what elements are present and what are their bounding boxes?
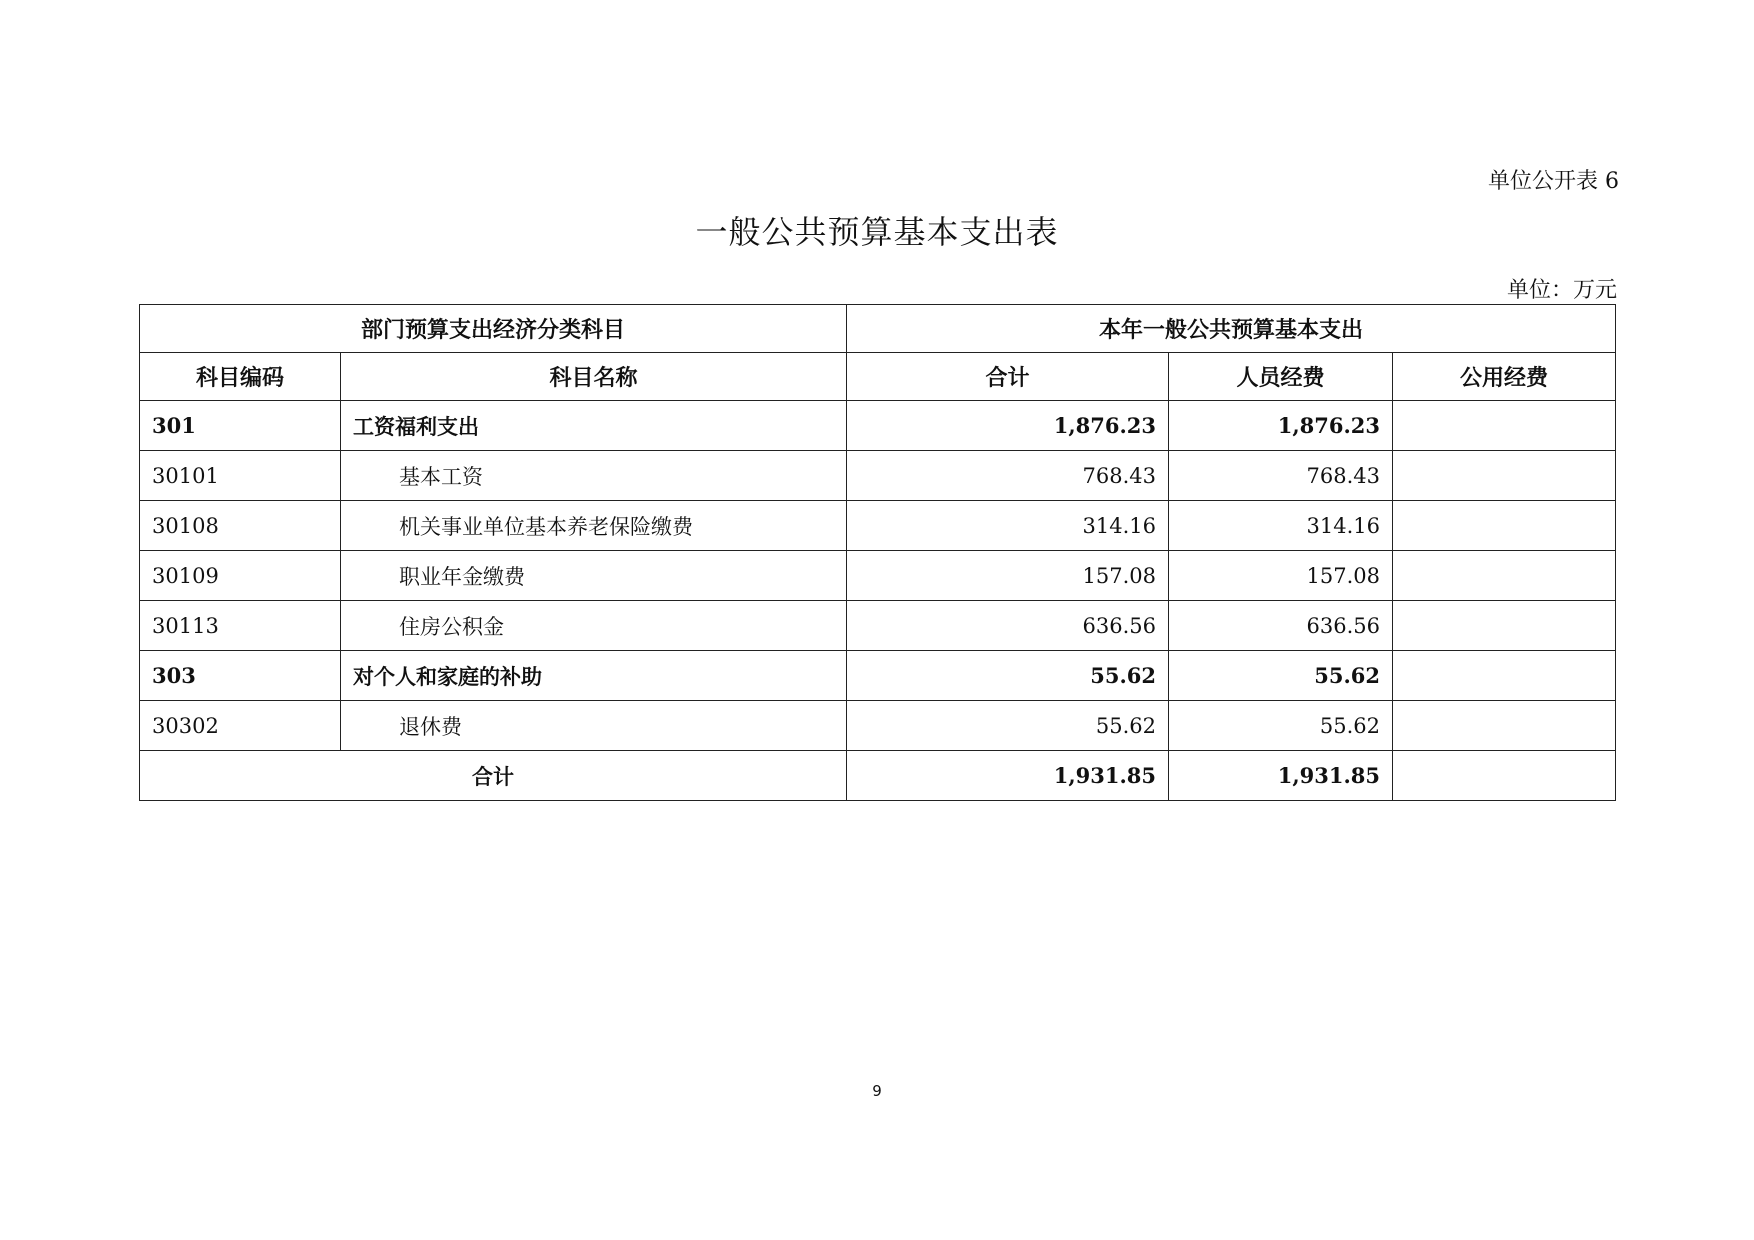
cell-name: 退休费 [341, 701, 847, 751]
cell-public [1393, 501, 1616, 551]
cell-total: 157.08 [847, 551, 1169, 601]
cell-code: 30113 [140, 601, 341, 651]
cell-total: 314.16 [847, 501, 1169, 551]
total-personnel: 1,931.85 [1169, 751, 1393, 801]
cell-personnel: 157.08 [1169, 551, 1393, 601]
table-row [140, 651, 1616, 701]
cell-code: 30101 [140, 451, 341, 501]
header-total: 合计 [847, 353, 1169, 401]
cell-public [1393, 701, 1616, 751]
header-public: 公用经费 [1393, 353, 1616, 401]
table-row [140, 501, 1616, 551]
header-name: 科目名称 [341, 353, 847, 401]
header-code: 科目编码 [140, 353, 341, 401]
cell-name: 对个人和家庭的补助 [341, 651, 847, 701]
cell-personnel: 55.62 [1169, 651, 1393, 701]
budget-table [139, 304, 1616, 801]
header-group-basic-expenditure: 本年一般公共预算基本支出 [847, 305, 1616, 353]
cell-personnel: 55.62 [1169, 701, 1393, 751]
header-group-row [140, 305, 1616, 353]
cell-name: 住房公积金 [341, 601, 847, 651]
cell-public [1393, 401, 1616, 451]
cell-personnel: 636.56 [1169, 601, 1393, 651]
unit-label: 单位：万元 [1506, 278, 1617, 303]
total-sum: 1,931.85 [847, 751, 1169, 801]
header-group-classification: 部门预算支出经济分类科目 [140, 305, 847, 353]
total-label: 合计 [140, 751, 847, 801]
table-row [140, 601, 1616, 651]
table-row [140, 401, 1616, 451]
cell-code: 30108 [140, 501, 341, 551]
cell-name: 机关事业单位基本养老保险缴费 [341, 501, 847, 551]
cell-total: 768.43 [847, 451, 1169, 501]
cell-name: 工资福利支出 [341, 401, 847, 451]
cell-personnel: 768.43 [1169, 451, 1393, 501]
cell-personnel: 1,876.23 [1169, 401, 1393, 451]
total-public [1393, 751, 1616, 801]
cell-code: 30109 [140, 551, 341, 601]
cell-total: 55.62 [847, 651, 1169, 701]
header-column-row [140, 353, 1616, 401]
table-row [140, 701, 1616, 751]
form-label: 单位公开表 6 [1488, 169, 1619, 194]
cell-public [1393, 601, 1616, 651]
page-title: 一般公共预算基本支出表 [695, 213, 1059, 251]
cell-public [1393, 551, 1616, 601]
table-row [140, 451, 1616, 501]
table-row [140, 551, 1616, 601]
cell-total: 55.62 [847, 701, 1169, 751]
cell-public [1393, 451, 1616, 501]
cell-total: 1,876.23 [847, 401, 1169, 451]
cell-public [1393, 651, 1616, 701]
cell-name: 基本工资 [341, 451, 847, 501]
cell-code: 303 [140, 651, 341, 701]
header-personnel: 人员经费 [1169, 353, 1393, 401]
cell-name: 职业年金缴费 [341, 551, 847, 601]
total-row [140, 751, 1616, 801]
page-number: 9 [872, 1082, 882, 1100]
cell-code: 30302 [140, 701, 341, 751]
cell-code: 301 [140, 401, 341, 451]
cell-total: 636.56 [847, 601, 1169, 651]
cell-personnel: 314.16 [1169, 501, 1393, 551]
